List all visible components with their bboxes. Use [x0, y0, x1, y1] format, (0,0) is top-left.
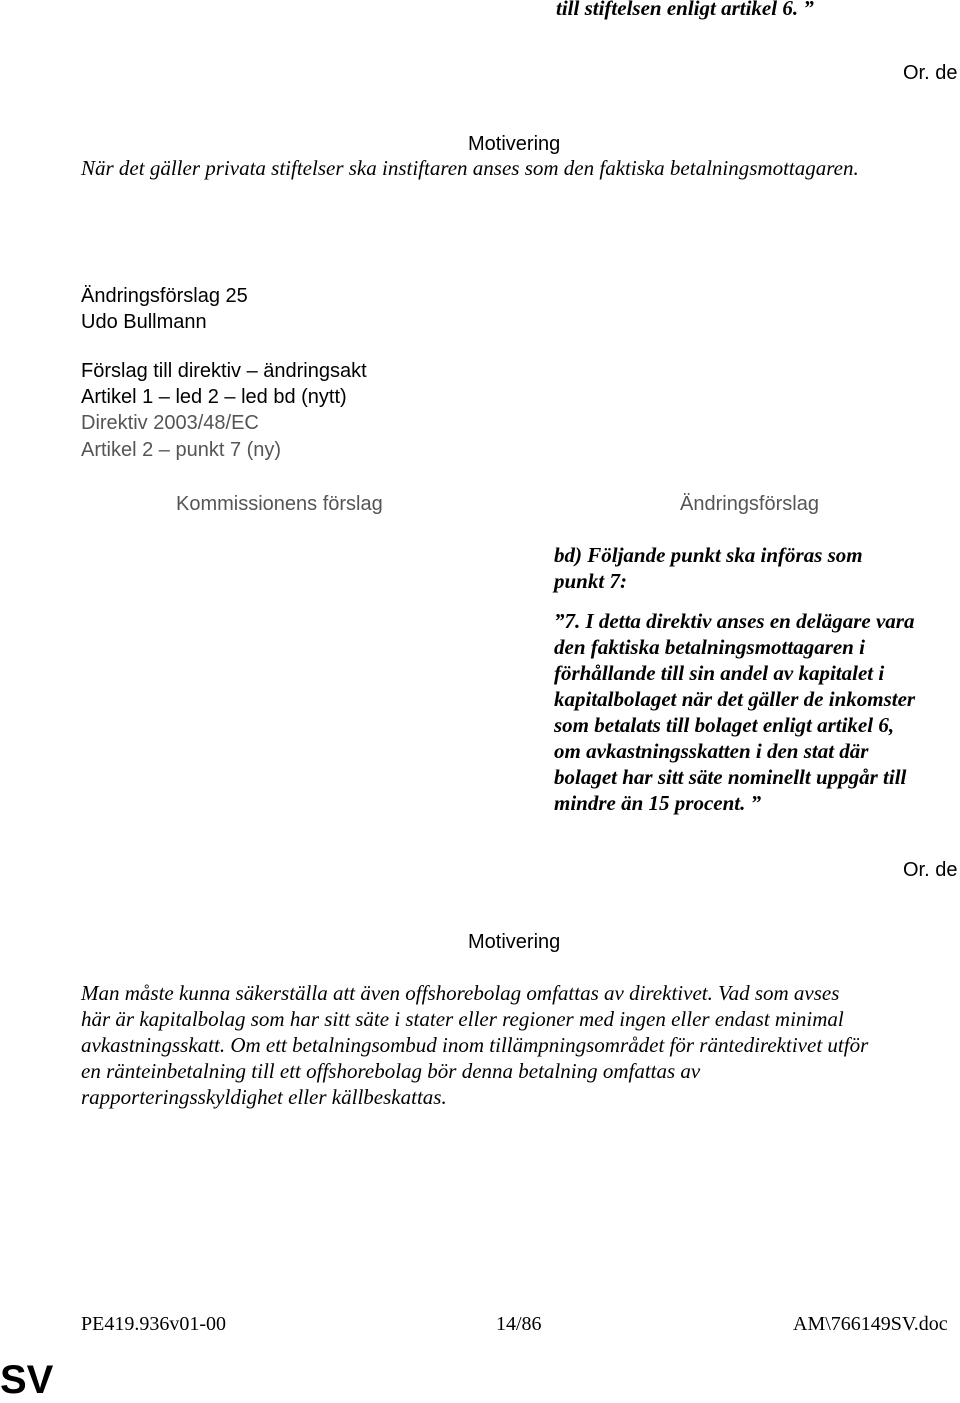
amendment-body-line: bolaget har sitt säte nominellt uppgår till — [554, 765, 907, 789]
justification-line: Man måste kunna säkerställa att även offshorebolag omfattas av direktivet. Vad som avses — [81, 981, 840, 1005]
amendment-body-line: om avkastningsskatten i den stat där — [554, 739, 869, 763]
proposal-title: Förslag till direktiv – ändringsakt — [81, 360, 367, 382]
footer-file-name: AM\766149SV.doc — [793, 1313, 948, 1335]
justification-text-2 — [81, 980, 868, 1110]
footer-page-number: 14/86 — [496, 1313, 542, 1335]
column-header-commission: Kommissionens förslag — [176, 493, 383, 515]
amendment-body-line: som betalats till bolaget enligt artikel 6, — [554, 713, 895, 737]
language-code-label: SV — [0, 1358, 54, 1402]
justification-text-1: När det gäller privata stiftelser ska instiftaren anses som den faktiska betalningsmottagaren. — [81, 156, 859, 180]
amendment-number: Ändringsförslag 25 — [81, 285, 248, 307]
justification-line: här är kapitalbolag som har sitt säte i stater eller regioner med ingen eller endast minimal — [81, 1007, 844, 1031]
column-header-amendment: Ändringsförslag — [680, 493, 819, 515]
amendment-body-line: förhållande till sin andel av kapitalet i — [554, 661, 885, 685]
amendment-body — [554, 608, 915, 816]
amendment-body-line: ”7. I detta direktiv anses en delägare vara — [554, 609, 915, 633]
justification-line: avkastningsskatt. Om ett betalningsombud inom tillämpningsområdet för räntedirektivet utför — [81, 1033, 869, 1057]
previous-amendment-tail: till stiftelsen enligt artikel 6. ” — [556, 0, 814, 20]
original-language-1: Or. de — [903, 62, 958, 84]
original-language-2: Or. de — [903, 859, 958, 881]
amendment-intro-line: bd) Följande punkt ska införas som — [554, 543, 863, 567]
amendment-intro-line: punkt 7: — [554, 569, 627, 593]
directive-article-reference: Artikel 2 – punkt 7 (ny) — [81, 439, 282, 461]
footer-reference: PE419.936v01-00 — [81, 1313, 226, 1335]
amendment-body-line: mindre än 15 procent. ” — [554, 791, 762, 815]
amendment-intro — [554, 542, 863, 594]
amendment-body-line: kapitalbolaget när det gäller de inkomster — [554, 687, 916, 711]
justification-heading-2: Motivering — [468, 931, 561, 953]
justification-line: rapporteringsskyldighet eller källbeskattas. — [81, 1085, 447, 1109]
amendment-body-line: den faktiska betalningsmottagaren i — [554, 635, 865, 659]
justification-line: en ränteinbetalning till ett offshorebolag bör denna betalning omfattas av — [81, 1059, 701, 1083]
justification-heading-1: Motivering — [468, 133, 561, 155]
directive-reference: Direktiv 2003/48/EC — [81, 412, 259, 434]
article-reference: Artikel 1 – led 2 – led bd (nytt) — [81, 386, 347, 408]
amendment-author: Udo Bullmann — [81, 311, 207, 333]
